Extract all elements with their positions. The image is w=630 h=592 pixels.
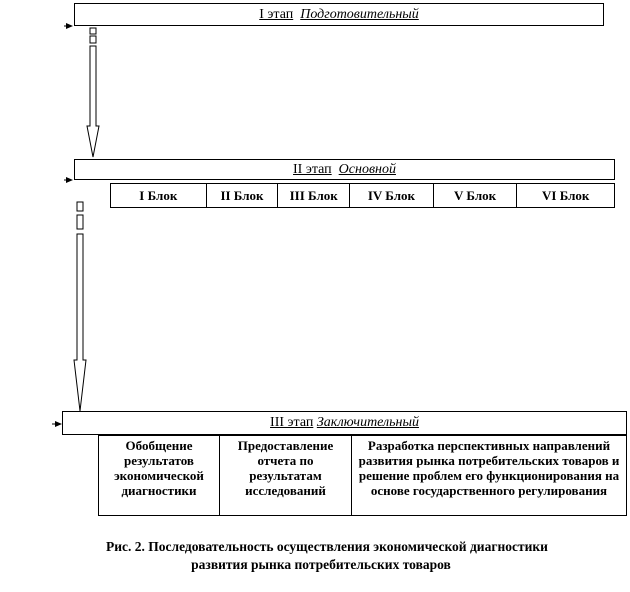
stage-2-number: II этап	[293, 161, 332, 177]
stage-1-to-2-arrow	[87, 28, 99, 157]
output-2-cell: Предоставление отчета по результатам исследований	[220, 436, 352, 515]
stage-3-entry-arrow	[52, 421, 62, 427]
stage-3-title	[270, 415, 419, 431]
stage-2-title	[293, 162, 396, 178]
outputs-row	[98, 435, 627, 516]
figure-caption	[0, 538, 630, 574]
stage-1-title	[259, 7, 419, 23]
stage-3-box	[62, 411, 627, 435]
stage-2-to-3-arrow	[74, 202, 86, 411]
stage-2-entry-arrow	[64, 177, 73, 183]
stage-2-box	[74, 159, 615, 180]
block-1-cell: I Блок	[111, 184, 207, 207]
stage-1-box	[74, 3, 604, 26]
block-2-cell: II Блок	[207, 184, 279, 207]
stage-3-name: Заключительный	[316, 415, 419, 430]
stage-3-number: III этап	[270, 415, 314, 430]
stage-1-number: I этап	[259, 6, 294, 22]
caption-line-2: развития рынка потребительских товаров	[191, 557, 451, 572]
stage-2-name: Основной	[338, 161, 396, 177]
output-3-cell: Разработка перспективных направлений развития рынка потребительских товаров и решение проблем его функционирования на основе государственного регулирования	[358, 438, 620, 498]
caption-line-1: Рис. 2. Последовательность осуществления экономической диагностики	[106, 539, 548, 554]
block-3-cell: III Блок	[278, 184, 350, 207]
block-6-cell: VI Блок	[542, 188, 590, 203]
block-4-cell: IV Блок	[350, 184, 434, 207]
block-5-cell: V Блок	[434, 184, 518, 207]
stage-1-name: Подготовительный	[300, 6, 419, 22]
stage-1-entry-arrow	[64, 23, 73, 29]
blocks-row	[110, 183, 615, 208]
output-1-cell: Обобщение результатов экономической диагностики	[99, 436, 220, 515]
